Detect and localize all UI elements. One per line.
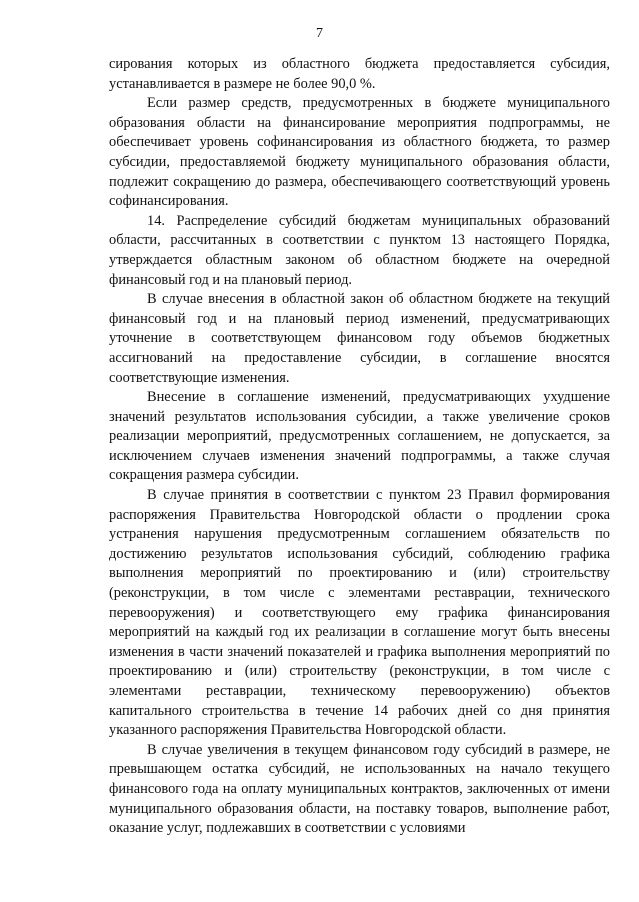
paragraph-continuation: сирования которых из областного бюджета предоставляется субсидия, устанавливается в размере не более 90,0 %. <box>109 56 610 92</box>
page-number: 7 <box>316 26 323 41</box>
paragraph-subsidy-increase: В случае увеличения в текущем финансовом году субсидий в размере, не превышающем остатка субсидий, не использованных на начало текущего финансового года на оплату муниципальных контрактов, заключенных от имени муниципального образования области, на поставку товаров, выполнение работ, оказание услуг, подлежавших в соответствии с условиями <box>109 741 610 837</box>
paragraph-law-amendments: В случае внесения в областной закон об областном бюджете на текущий финансовый год и на плановый период изменений, предусматривающих уточнение в соответствующем финансовом году объемов бюджетных ассигнований на предоставление субсидии, в соглашение вносятся соответствующие изменения. <box>109 291 610 386</box>
paragraph-deadline-extension: В случае принятия в соответствии с пунктом 23 Правил формирования распоряжения Правительства Новгородской области о продлении срока устранения нарушения предусмотренным соглашением обязательств по достижению результатов использования субсидий, соблюдению графика выполнения мероприятий по проектированию и (или) строительству (реконструкции, в том числе с элементами реставрации, технического перевооружения) и соответствующего ему графика финансирования мероприятий на каждый год их реализации в соглашение могут быть внесены изменения в части значений показателей и графика выполнения мероприятий по проектированию и (или) строительству (реконструкции, в том числе с элементами реставрации, техническому перевооружению) объектов капитального строительства в течение 14 рабочих дней со дня принятия указанного распоряжения Правительства Новгородской области. <box>109 487 610 739</box>
paragraph-cofinancing-reduction: Если размер средств, предусмотренных в бюджете муниципального образования области на финансирование мероприятия подпрограммы, не обеспечивает уровень софинансирования из областного бюджета, то размер субсидии, предоставляемой бюджету муниципального образования области, подлежит сокращению до размера, обеспечивающего соответствующий уровень софинансирования. <box>109 95 610 210</box>
paragraph-agreement-changes: Внесение в соглашение изменений, предусматривающих ухудшение значений результатов использования субсидии, а также увеличение сроков реализации мероприятий, предусмотренных соглашением, не допускается, за исключением случаев изменения значений подпрограммы, а также случая сокращения размера субсидии. <box>109 389 610 484</box>
document-body <box>109 55 610 839</box>
paragraph-item-14: 14. Распределение субсидий бюджетам муниципальных образований области, рассчитанных в соответствии с пунктом 13 настоящего Порядка, утверждается областным законом об областном бюджете на очередной финансовый год и на плановый период. <box>109 212 610 288</box>
